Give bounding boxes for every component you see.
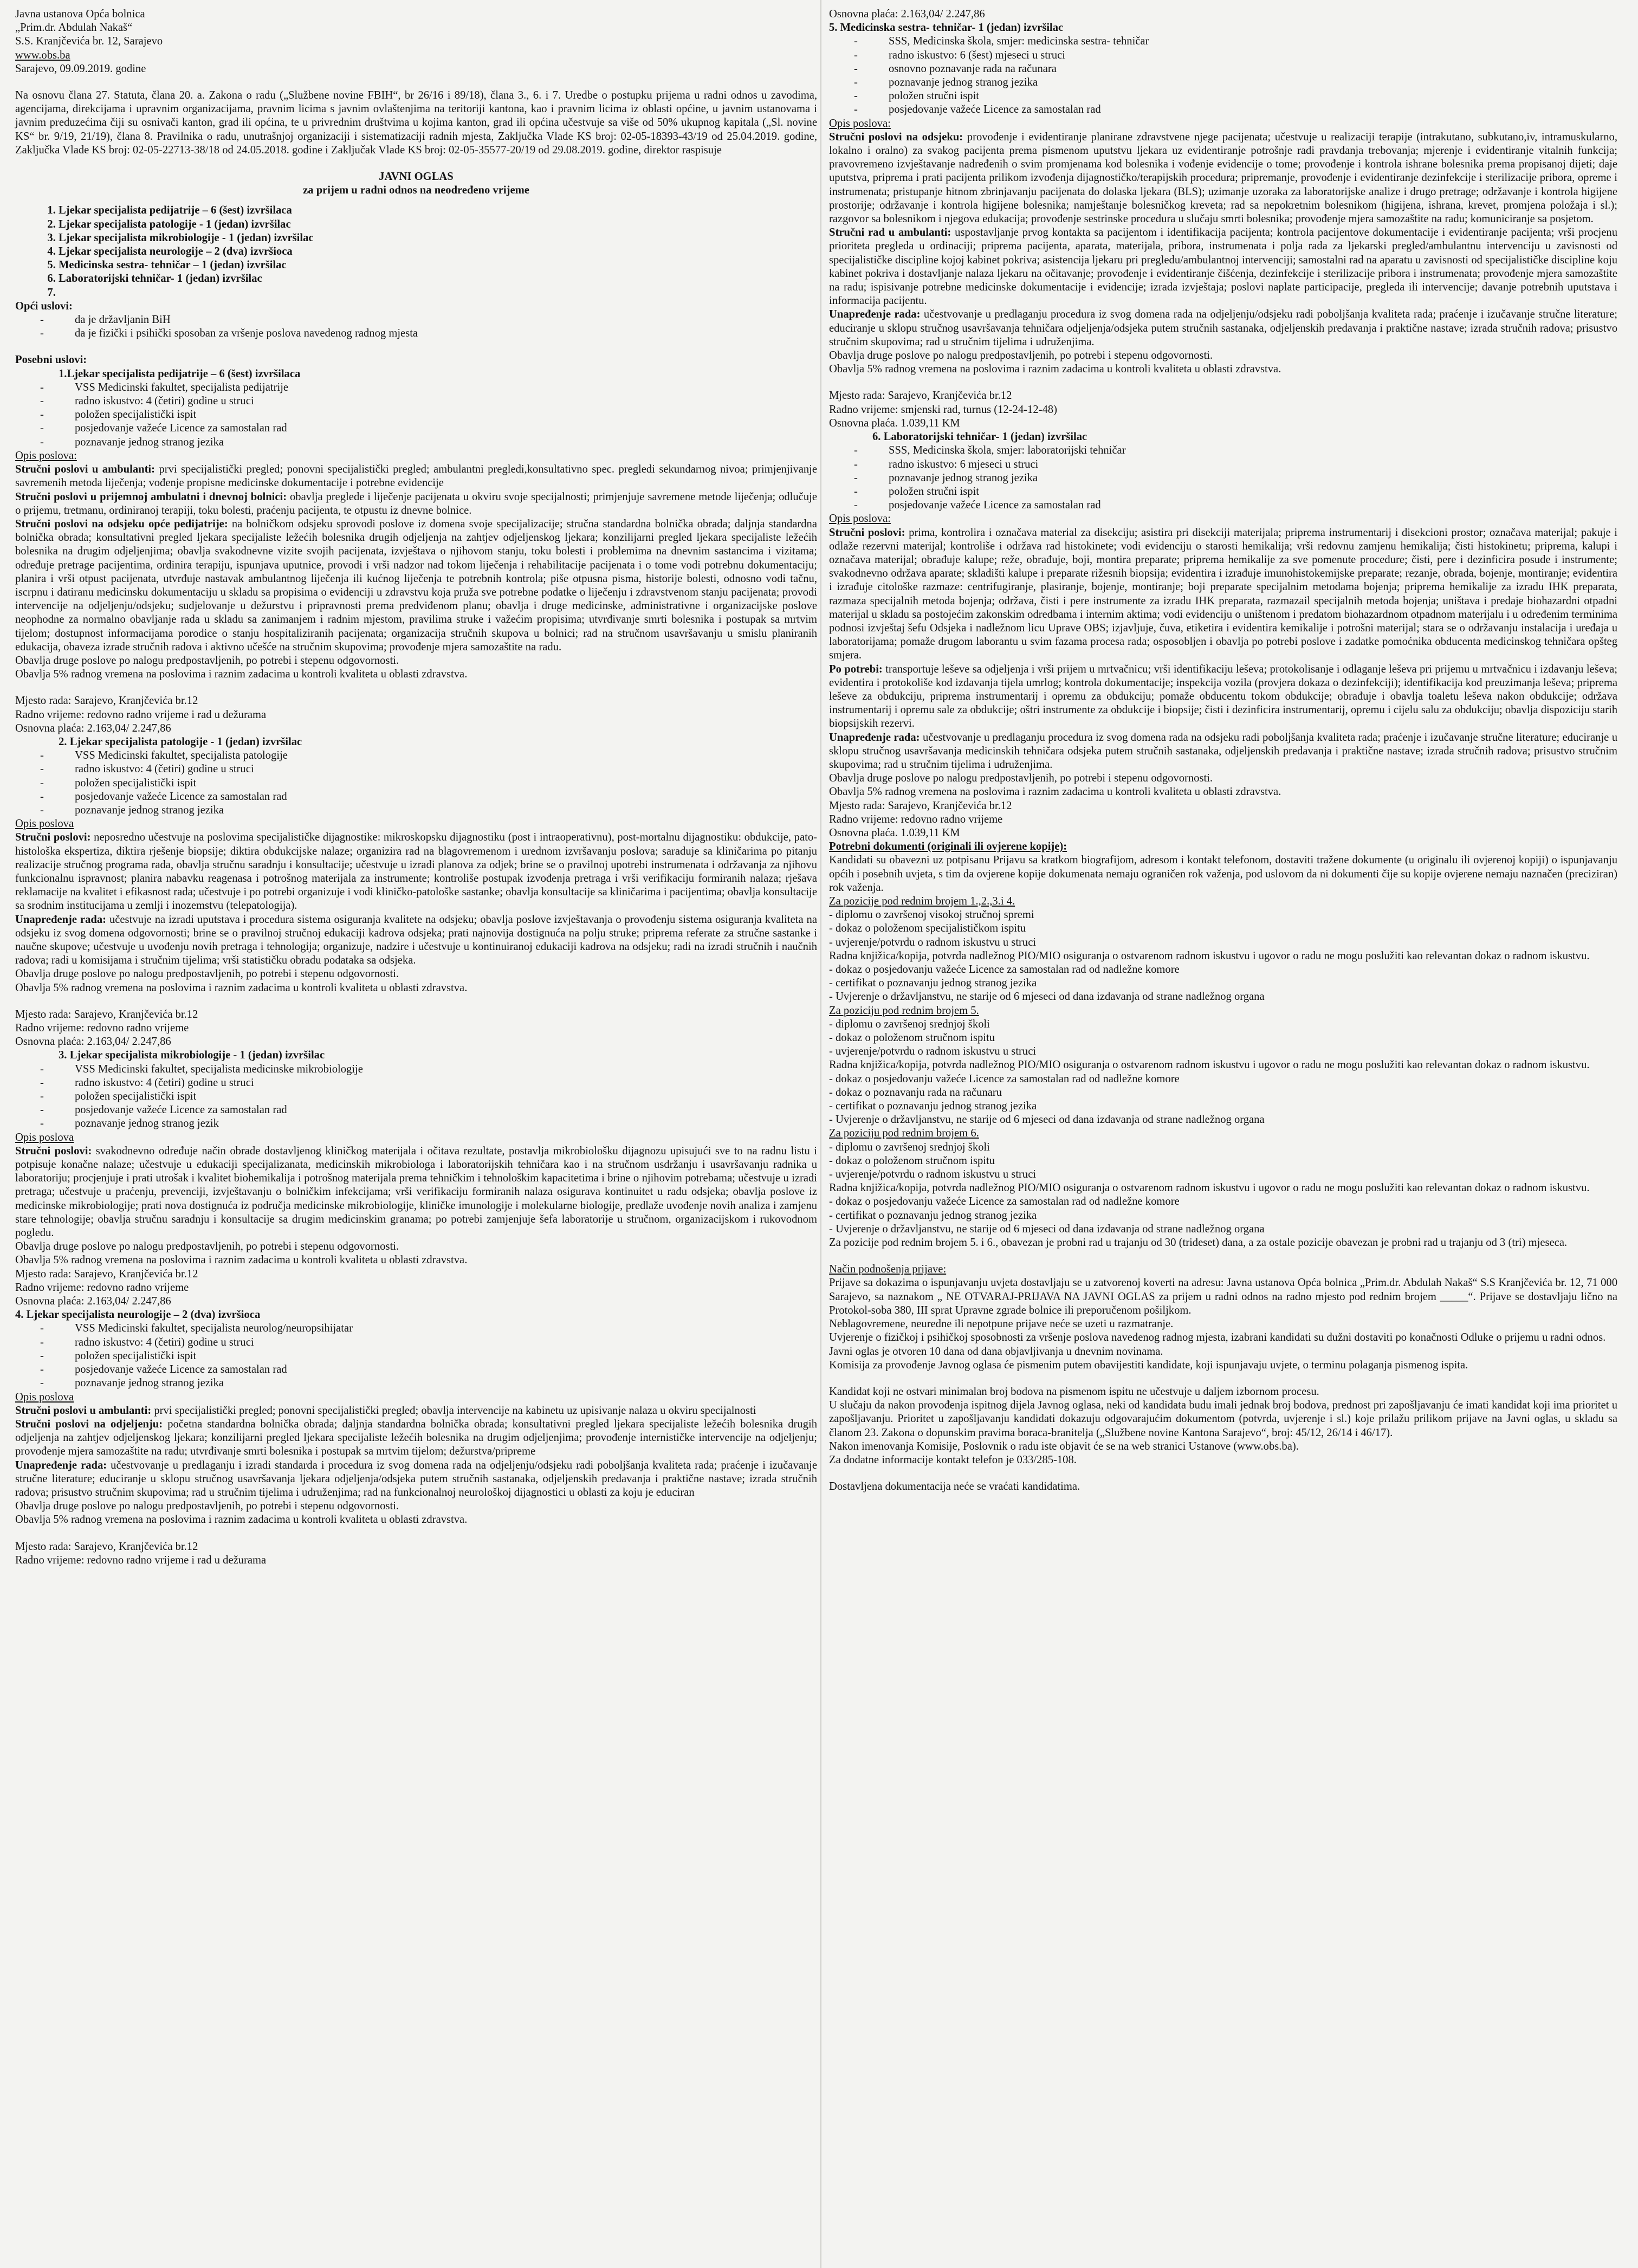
duty-text: učestvuje na izradi uputstava i procedura sistema osiguranja kvalitete na odsjeku; obavlja poslove izvještavanja o provođenju sistema osiguranja kvaliteta na odsjeku iz svog domena odgovornosti; brine se o pravilnoj stručnoj edukaciji kadrova odsjeka; prati najnovija dostignuća na polju struke; priprema referate za stručne sastanke i naučne skupove; učestvuje u uvođenju novih pretraga i tehnologija; organizuje, nadzire i učestvuje u kontinuiranoj edukaciji kadrova na odsjeku; radi na izradi stručnih i naučnih radova; radi u komisijama i stručnim tijelima; vrši statističku obradu podataka sa odsjeka. <box>15 913 817 967</box>
duty-paragraph <box>15 1145 817 1240</box>
duty-paragraph <box>15 1459 817 1500</box>
document-item: - uvjerenje/potvrdu o radnom iskustvu u struci <box>829 936 1037 948</box>
duty-text: uspostavljanje prvog kontakta sa pacijentom i identifikacija pacijenta; kontrola pacijentove dokumentacije i evidentiranje pacijenta; vrši procjenu prioriteta pregleda u ordinaciji; priprema pacijenta, aparata, materijala, pribora, instrumenata i polja rada za ljekarski pregled/ambulantnu intervenciju u zavisnosti od specijalističke discipline kojoj kabinet pokriva; asistencija ljekaru pri pregledu/ambulantnoj intervenciji; samostalni rad na aparatu u zavisnosti od specijalističke discipline koju kabinet pokriva i dostavljanje nalaza ljekaru na očitavanje; provođenje i evidentiranje čišćenja, dezinfekcije i sterilizacije pribora i instrumenata; provođenje mjera samozaštite na radu; ispisivanje potrebne medicinske dokumentacije i evidencije; izrada izvještaja; poslovi naplate participacije, pregleda ili intervencije; davanje potrebnih uputstava i informacija pacijentu. <box>829 227 1617 307</box>
document-item: - dokaz o položenom stručnom ispitu <box>829 1154 995 1167</box>
list-item: - radno iskustvo: 4 (četiri) godine u struci <box>75 763 817 776</box>
duty-text: transportuje leševe sa odjeljenja i vrši prijem u mrtvačnicu; vrši identifikaciju leševa; protokolisanje i odlaganje leševa pri prijemu u mrtvačnicu i izdavanju leševa; evidentira i protokoliše kod izdavanja tijela umrlog; kontrola dokumentacije; inspekcija vozila (provjera dokaza o dezinfekciji); identifikacija kod preuzimanja leševa; priprema leševe za obdukciju, priprema instrumentarij i opremu za obdukciju; pomaže obducentu tokom obdukcije; obrađuje i obavlja toaletu leševa nakon obdukcije; održava instrumentarij i opremu sale za obdukcije; oštri instrumente za obdukcije i biopsije; čisti i dezinficira instrumentarij, opremu i cijelu salu za obdukciju; obavlja dispoziciju starih biopsijskih rezervi. <box>829 663 1618 730</box>
duty-label: Stručni rad u ambulanti: <box>829 227 951 239</box>
job-description-title: Opis poslova: <box>15 449 77 462</box>
quality-control-note: Obavlja 5% radnog vremena na poslovima i raznim zadacima u kontroli kvaliteta u oblasti zdravstva. <box>15 981 468 994</box>
list-item: - VSS Medicinski fakultet, specijalista pedijatrije <box>75 381 817 395</box>
position-heading: 2. Ljekar specijalista patologije - 1 (jedan) izvršilac <box>59 735 302 748</box>
working-hours: Radno vrijeme: smjenski rad, turnus (12-24-12-48) <box>829 403 1057 416</box>
list-item: - poznavanje jednog stranog jezika <box>75 1377 817 1390</box>
conditions-list <box>15 381 817 449</box>
document-note: Radna knjižica/kopija, potvrda nadležnog PIO/MIO osiguranja o ostvarenom radnom iskustvu i ugovor o radu ne mogu poslužiti kao relevantan dokaz o radnom iskustvu. <box>829 949 1590 962</box>
duty-paragraph <box>15 831 817 913</box>
workplace: Mjesto rada: Sarajevo, Kranjčevića br.12 <box>829 799 1012 812</box>
conditions-list <box>829 444 1617 512</box>
list-item: - posjedovanje važeće Licence za samostalan rad <box>889 103 1617 117</box>
document-item: - uvjerenje/potvrdu o radnom iskustvu u struci <box>829 1045 1037 1058</box>
working-hours: Radno vrijeme: redovno radno vrijeme <box>829 813 1003 825</box>
duty-paragraph <box>829 226 1617 308</box>
list-item: - VSS Medicinski fakultet, specijalista medicinske mikrobiologije <box>75 1063 817 1076</box>
list-item: - VSS Medicinski fakultet, specijalista neurolog/neuropsihijatar <box>75 1322 817 1335</box>
list-item: - posjedovanje važeće Licence za samostalan rad <box>75 422 817 435</box>
position-5-section <box>829 21 1617 430</box>
duty-label: Stručni poslovi na odsjeku: <box>829 131 963 143</box>
list-item: - položen specijalistički ispit <box>75 408 817 422</box>
base-salary: Osnovna plaća. 1.039,11 KM <box>829 417 960 429</box>
position-6-section <box>829 430 1617 840</box>
list-item: - položen stručni ispit <box>889 89 1617 103</box>
quality-control-note: Obavlja 5% radnog vremena na poslovima i raznim zadacima u kontroli kvaliteta u oblasti zdravstva. <box>829 363 1281 376</box>
document-date: Sarajevo, 09.09.2019. godine <box>15 62 146 75</box>
document-group-title: Za poziciju pod rednim brojem 5. <box>829 1004 979 1017</box>
list-item: - poznavanje jednog stranog jezika <box>75 436 817 449</box>
website-link[interactable]: www.obs.ba <box>15 49 70 61</box>
list-item: - poznavanje jednog stranog jezik <box>75 1117 817 1130</box>
document-item: - diplomu o završenoj visokoj stručnoj spremi <box>829 909 1034 921</box>
duty-label: Po potrebi: <box>829 663 883 675</box>
document-item: - uvjerenje/potvrdu o radnom iskustvu u struci <box>829 1168 1037 1181</box>
submission-paragraph: Kandidat koji ne ostvari minimalan broj bodova na pismenom ispitu ne učestvuje u daljem izbornom procesu. <box>829 1385 1319 1398</box>
document-item: - diplomu o završenoj srednjoj školi <box>829 1018 990 1030</box>
list-item <box>59 286 817 300</box>
intro-paragraph: Na osnovu člana 27. Statuta, člana 20. a. Zakona o radu („Službene novine FBIH“, br 26/16 i 89/18), člana 3., 6. i 7. Uredbe o postupku prijema u radni odnos u zavodima, agencijama, direkcijama i upravnim organizacijama, pravnim licima s javnim ovlaštenjima na teritoriji kantona, kao i pravnim licima iz oblasti općine, u javnim ustanovama i javnim preduzećima čiji su osnivači kanton, grad ili općina, te u privrednim društvima u kojima kanton, grad ili općina učestvuje sa više od 50% ukupnog kapitala („Sl. novine KS“ br. 9/19, 21/19), člana 8. Pravilnika o radu, unutrašnjoj organizaciji i sistematizaciji radnih mjesta, Zaključka Vlade KS broj: 02-05-18393-43/19 od 25.04.2019. godine, Zaključka Vlade KS broj: 02-05-22713-38/18 od 24.05.2018. godine i Zaključak Vlade KS broj: 02-05-35577-20/19 od 29.08.2019. godine, direktor raspisuje <box>15 89 817 156</box>
position-2-section <box>15 735 817 1049</box>
base-salary: Osnovna plaća. 1.039,11 KM <box>829 826 960 839</box>
job-description-title: Opis poslova: <box>829 117 891 130</box>
position-heading: 1.Ljekar specijalista pedijatrije – 6 (šest) izvršilaca <box>59 367 301 380</box>
document-item: - certifikat o poznavanju jednog stranog jezika <box>829 977 1037 990</box>
probation-note: Za pozicije pod rednim brojem 5. i 6., obavezan je probni rad u trajanju od 30 (trideset) dana, a za ostale pozicije obavezan je probni rad u trajanju od 3 (tri) mjeseca. <box>829 1237 1568 1249</box>
general-conditions-list <box>15 313 817 340</box>
document-item: - dokaz o poznavanju rada na računaru <box>829 1086 1002 1099</box>
other-duties: Obavlja druge poslove po nalogu predpostavljenih, po potrebi i stepenu odgovornosti. <box>15 654 399 667</box>
duty-label: Stručni poslovi: <box>15 1145 92 1157</box>
workplace: Mjesto rada: Sarajevo, Kranjčevića br.12 <box>829 390 1012 402</box>
list-item: 2. Ljekar specijalista patologije - 1 (jedan) izvršilac <box>59 218 817 231</box>
duty-paragraph <box>829 308 1617 349</box>
list-item: - da je državljanin BiH <box>75 313 817 327</box>
base-salary: Osnovna plaća: 2.163,04/ 2.247,86 <box>15 722 171 734</box>
list-item: - osnovno poznavanje rada na računara <box>889 62 1617 76</box>
submission-paragraph: Nakon imenovanja Komisije, Poslovnik o radu iste objavit će se na web stranici Ustanove (www.obs.ba). <box>829 1440 1299 1452</box>
list-item: - SSS, Medicinska škola, smjer: laboratorijski tehničar <box>889 444 1617 457</box>
closing-note: Dostavljena dokumentacija neće se vraćati kandidatima. <box>829 1481 1080 1493</box>
contact-phone: Za dodatne informacije kontakt telefon je 033/285-108. <box>829 1453 1077 1466</box>
conditions-list <box>15 1063 817 1131</box>
conditions-list <box>15 749 817 817</box>
duty-label: Stručni poslovi u ambulanti: <box>15 1404 152 1417</box>
list-item: 5. Medicinska sestra- tehničar – 1 (jedan) izvršilac <box>59 259 817 272</box>
quality-control-note: Obavlja 5% radnog vremena na poslovima i raznim zadacima u kontroli kvaliteta u oblasti zdravstva. <box>15 1514 468 1526</box>
document-item: - Uvjerenje o državljanstvu, ne starije od 6 mjeseci od dana izdavanja od strane nadležnog organa <box>829 1114 1265 1126</box>
submission-paragraph: Prijave sa dokazima o ispunjavanju uvjeta dostavljaju se u zatvorenoj koverti na adresu: Javna ustanova Opća bolnica „Prim.dr. Abdulah Nakaš“ S.S Kranjčevića br. 12, 71 000 Sarajevo, sa naznakom „ NE OTVARAJ-PRIJAVA NA JAVNI OGLAS za prijem u radni odnos na radno mjesto pod rednim brojem _____“. Prijave se dostavljaju lično na Protokol-soba 380, III sprat Upravne zgrade bolnice ili preporučenom pošiljkom. <box>829 1277 1617 1316</box>
submission-section <box>829 1263 1617 1494</box>
list-item: - posjedovanje važeće Licence za samostalan rad <box>75 1363 817 1377</box>
working-hours: Radno vrijeme: redovno radno vrijeme i rad u dežurama <box>15 1554 267 1566</box>
duty-text: svakodnevno određuje način obrade dostavljenog kliničkog materijala i očitava rezultate, postavlja mikrobiološku dijagnozu upisujući sve to na radnu listu i potpisuje konačne nalaze; učestvuje u edukaciji specijalizanata, medicinskih mikrobiologa i laboratorijskih tehničara kao i na stručnom usdržanju i usavršavanju radnika u laboratoriju; procjenjuje i prati utrošak i kvalitet biohemikalija i potrošnog materijala prema tehničkim i tehnološkim kapacitetima i brine o njihovim potrebama; učestvuje u izradi pretraga; učestvuje u praćenju, prevenciji, izvještavanju o bolničkim infekcijama; vrši verifikaciju formiranih nalaza osigurava kontinuitet u radu odsjeka; obavlja poslove iz medicinske mikrobiologije; prati nova dostignuća iz područja medicinske mikrobiologije, kliničke imunologije i molekularne biologije, predlaže uvođenje novih analiza i zamjenu stare tehnologije; obavlja stručnu saradnju i konsultacije sa drugim medicinskim granama; po potrebi zamjenjuje šefa laboratorije u stručnom, organizacijskom i rukovodnom pogledu. <box>15 1145 817 1239</box>
column-divider <box>820 0 821 2268</box>
list-item: - SSS, Medicinska škola, smjer: medicinska sestra- tehničar <box>889 35 1617 48</box>
duty-label: Unapređenje rada: <box>829 731 920 744</box>
duty-paragraph <box>15 518 817 654</box>
duty-text: obavlja preglede i liječenje pacijenata u okviru svoje specijalnosti; primjenjuje savremene metode liječenja; odlučuje o prijemu, tretmanu, ordiniranoj terapiji, toku bolesti, praćenju pacijenta, te otpustu iz dnevne bolnice. <box>15 490 817 516</box>
working-hours: Radno vrijeme: redovno radno vrijeme <box>15 1022 189 1035</box>
duty-text: prima, kontrolira i označava material za disekciju; asistira pri disekciji materijala; priprema instrumentarij i disekcioni prostor; označava materijal; pakuje i odlaže rezervni materijal; kontroliše i održava rad histokinete; vodi evidenciju o starosti hemikalija; vrši redovnu zamjenu hemikalija; čisti histokinetu; priprema, kalupi i označava materijal; obrađuje kalupe; reže, obrađuje, boji, montira preparate; priprema hemikalije za sve pomenute procedure; čisti, pere i dezinficira posude i instrumente; svakodnevno održava aparate; skladišti kalupe i preparate rižesnih biopsija; evidentira i izrađuje imunohistokemijske preparate; rezanje, obrada, bojenje, montiranje; evidentira i izrađuje citološke razmaze: centrifugiranje, plasiranje, bojenje, montiranje; boji preparate specijalnim metodama bojenja; priprema hemikalije za izradu IHK preparata, razmaza specijalnih metoda bojenja; održava, čisti i pere instrumente za izradu IHK preparata, razmazail specijalnih metoda bojenja; uništava i predaje biohazardni otpadni materijal u skladu sa postojećim zakonskim odredbama i internim aktima; vodi evidenciju o uništenom i predatom biohazardnom otpadnom materijalu i u određenim terminima podnosi izvještaj šefu Odsjeka i nadležnom licu Uprave OBS; izjavljuje, čuva, etiketira i evidentira kemikalije i potrošni materijal; stara se o održavanju instalacija i uređaja u laboratorijama; pomaže drugom laborantu u svim fazama procesa rada; osposobljen i obavlja po potrebi poslove i zadatke pomoćnika obducenta medicinskog tehničara opšteg smjera. <box>829 526 1617 662</box>
quality-control-note: Obavlja 5% radnog vremena na poslovima i raznim zadacima u kontroli kvaliteta u oblasti zdravstva. <box>15 668 468 681</box>
list-item: - položen specijalistički ispit <box>75 1090 817 1103</box>
general-conditions-title: Opći uslovi: <box>15 300 73 312</box>
other-duties: Obavlja druge poslove po nalogu predpostavljenih, po potrebi i stepenu odgovornosti. <box>15 1240 399 1253</box>
duty-text: prvi specijalistički pregled; ponovni specijalistički pregled; obavlja intervencije na kabinetu uz upisivanje nalaza u okviru specijalnosti <box>151 1404 756 1417</box>
other-duties: Obavlja druge poslove po nalogu predpostavljenih, po potrebi i stepenu odgovornosti. <box>829 772 1213 785</box>
duty-text: učestvovanje u predlaganju procedura iz svog domena rada na odjeljenju/odsjeku radi poboljšanja kvaliteta rada; praćenje i izučavanje stručne literature; educiranje u sklopu stručnog usavršavanja tehničara odjeljenja/odsjeka putem stručnih sastanaka, odjeljenskih predavanja i praktične nastave; izrada stručnih radova; prisustvo stručnim skupovima; rad u stručnim tijelima i udruženjima. <box>829 308 1617 348</box>
list-item: - radno iskustvo: 6 mjeseci u struci <box>889 458 1617 471</box>
page-title: JAVNI OGLAS <box>379 171 454 183</box>
job-description-title: Opis poslova <box>15 1131 74 1143</box>
duty-text: prvi specijalistički pregled; ponovni specijalistički pregled; ambulantni pregledi,konsultativno spec. pregledi sekundarnog nivoa; primjenjivanje savremenih metoda liječenja; vođenje propisne medicinske dokumentacije i potrebne evidencije <box>15 463 817 489</box>
duty-paragraph <box>829 526 1617 663</box>
position-heading: 5. Medicinska sestra- tehničar- 1 (jedan) izvršilac <box>829 22 1064 34</box>
submission-paragraph: Uvjerenje o fizičkoj i psihičkoj sposobnosti za vršenje poslova navedenog radnog mjesta, izabrani kandidati su dužni dostaviti po konačnosti Odluke o prijemu u radni odnos. <box>829 1332 1606 1344</box>
duty-paragraph <box>15 490 817 518</box>
position-heading: 6. Laboratorijski tehničar- 1 (jedan) izvršilac <box>872 431 1087 443</box>
duty-label: Stručni poslovi na odjeljenju: <box>15 1418 163 1430</box>
document-note: Radna knjižica/kopija, potvrda nadležnog PIO/MIO osiguranja o ostvarenom radnom iskustvu i ugovor o radu ne mogu poslužiti kao relevantan dokaz o radnom iskustvu. <box>829 1059 1590 1071</box>
duty-paragraph <box>829 731 1617 772</box>
list-item: - radno iskustvo: 4 (četiri) godine u struci <box>75 1076 817 1090</box>
list-item: - poznavanje jednog stranog jezika <box>889 471 1617 485</box>
list-item: 3. Ljekar specijalista mikrobiologije - 1 (jedan) izvršilac <box>59 231 817 245</box>
quality-control-note: Obavlja 5% radnog vremena na poslovima i raznim zadacima u kontroli kvaliteta u oblasti zdravstva. <box>829 786 1281 798</box>
institution-line: S.S. Kranjčevića br. 12, Sarajevo <box>15 35 163 48</box>
position-heading: 3. Ljekar specijalista mikrobiologije - 1 (jedan) izvršilac <box>59 1049 325 1062</box>
document-item: - Uvjerenje o državljanstvu, ne starije od 6 mjeseci od dana izdavanja od strane nadležnog organa <box>829 1223 1265 1235</box>
list-item: - posjedovanje važeće Licence za samostalan rad <box>889 499 1617 512</box>
duty-label: Stručni poslovi u ambulanti: <box>15 463 156 476</box>
header-block <box>15 8 817 76</box>
list-item: - poznavanje jednog stranog jezika <box>75 804 817 817</box>
document-group-title: Za poziciju pod rednim brojem 6. <box>829 1127 979 1140</box>
other-duties: Obavlja druge poslove po nalogu predpostavljenih, po potrebi i stepenu odgovornosti. <box>829 350 1213 362</box>
job-description-title: Opis poslova: <box>829 513 891 525</box>
working-hours: Radno vrijeme: redovno radno vrijeme <box>15 1281 189 1294</box>
document-item: - certifikat o poznavanju jednog stranog jezika <box>829 1209 1037 1222</box>
page-subtitle: za prijem u radni odnos na neodređeno vrijeme <box>303 184 529 197</box>
workplace: Mjesto rada: Sarajevo, Kranjčevića br.12 <box>15 1268 198 1280</box>
list-item: - položen specijalistički ispit <box>75 1349 817 1363</box>
workplace: Mjesto rada: Sarajevo, Kranjčevića br.12 <box>15 695 198 707</box>
duty-label: Stručni poslovi na odsjeku opće pedijatrije: <box>15 518 228 530</box>
duty-text: neposredno učestvuje na poslovima specijalističke dijagnostike: mikroskopsku dijagnostiku (post i intraoperativnu), post-mortalnu dijagnostiku: obdukcije, pato-histološka ekspertiza, diktira rješenje biopsije; diktira obdukcijske nalaze; organizira rad na blagovremenom i urednom izvršavanju poslova; saraduje sa kliničarima po pitanju realizacije stručnog programa rada, obavlja stručnu saradnju i konsultacije; učestvuje u izradi planova za odjek; brine se o pravilnoj upotrebi instrumenata i održavanja za njihovu funkcionalnu ispravnost; planira nabavku reagenasa i potrošnog materijala za instrumente; kontroliše postupak izvođenja pretraga i vrši verifikaciju formiranih nalaza; rješava reklamacije na kvalitet i efikasnost rada; učestvuje i po potrebi organizuje i vodi kliničko-patološke sastanke; obavlja konsultacije sa kliničarima i pacijentima; obavlja konsultacije sa srodnim institucijama u zemlji i inozemstvu (telepatologija). <box>15 831 817 912</box>
submission-paragraph: U slučaju da nakon provođenja ispitnog dijela Javnog oglasa, neki od kandidata budu imali jednak broj bodova, prednost pri zapošljavanju će imati kandidat koji ima prioritet u zapošljavanju. Prioritet u zapošljavanju kandidati dokazuju odgovarajućim dokumentom (potvrda, uvjerenje i sl.) koje prilažu prilikom prijave na Javni oglas, u skladu sa članom 23. Zakona o dopunskim pravima boraca-branitelja („Službene novine Kantona Sarajevo“, broj: 45/12, 26/14 i 46/17). <box>829 1399 1617 1439</box>
list-item: - radno iskustvo: 6 (šest) mjeseci u struci <box>889 49 1617 62</box>
document-item: - certifikat o poznavanju jednog stranog jezika <box>829 1100 1037 1113</box>
duty-paragraph <box>15 1404 817 1418</box>
working-hours: Radno vrijeme: redovno radno vrijeme i rad u dežurama <box>15 708 267 721</box>
duty-label: Unapređenje rada: <box>15 1459 107 1471</box>
document-item: - dokaz o posjedovanju važeće Licence za samostalan rad od nadležne komore <box>829 1072 1180 1085</box>
institution-line: Javna ustanova Opća bolnica <box>15 8 145 20</box>
list-item: - radno iskustvo: 4 (četiri) godine u struci <box>75 395 817 408</box>
job-description-title: Opis poslova <box>15 1391 74 1403</box>
list-item: - da je fizički i psihički sposoban za vršenje poslova navedenog radnog mjesta <box>75 327 817 340</box>
list-item: 1. Ljekar specijalista pedijatrije – 6 (šest) izvršilaca <box>59 204 817 217</box>
list-item: - posjedovanje važeće Licence za samostalan rad <box>75 790 817 804</box>
required-documents-section <box>829 840 1617 1250</box>
duty-paragraph <box>829 131 1617 226</box>
document-item: - Uvjerenje o državljanstvu, ne starije od 6 mjeseci od dana izdavanja od strane nadležnog organa <box>829 991 1265 1003</box>
document-item: - diplomu o završenoj srednjoj školi <box>829 1141 990 1153</box>
workplace: Mjesto rada: Sarajevo, Kranjčevića br.12 <box>15 1008 198 1020</box>
duty-label: Stručni poslovi: <box>15 831 91 844</box>
submission-paragraph: Javni oglas je otvoren 10 dana od dana objavljivanja u dnevnim novinama. <box>829 1345 1163 1358</box>
position-4-section <box>15 1308 817 1567</box>
right-column <box>829 8 1617 1494</box>
duty-label: Stručni poslovi: <box>829 526 905 539</box>
document-item: - dokaz o posjedovanju važeće Licence za samostalan rad od nadležne komore <box>829 1196 1180 1208</box>
base-salary: Osnovna plaća: 2.163,04/ 2.247,86 <box>15 1036 171 1048</box>
base-salary: Osnovna plaća: 2.163,04/ 2.247,86 <box>15 1295 171 1308</box>
position-1-section <box>15 367 817 735</box>
position-heading: 4. Ljekar specijalista neurologije – 2 (dva) izvršioca <box>15 1309 261 1321</box>
list-item: - poznavanje jednog stranog jezika <box>889 76 1617 89</box>
special-conditions-title: Posebni uslovi: <box>15 354 87 366</box>
section-title: Način podnošenja prijave: <box>829 1263 947 1276</box>
documents-intro: Kandidati su obavezni uz potpisanu Prijavu sa kratkom biografijom, adresom i kontakt telefonom, dostaviti tražene dokumente (u originalu ili ovjerenoj kopiji) o ispunjavanju općih i posebnih uvjeta, s tim da ovjerene kopije dokumenata nemaju ograničen rok važenja, pod uslovom da ni dokumenti čije su kopije ovjerene nemaju naznačen (preciziran) rok važenja. <box>829 854 1617 894</box>
document-note: Radna knjižica/kopija, potvrda nadležnog PIO/MIO osiguranja o ostvarenom radnom iskustvu i ugovor o radu ne mogu poslužiti kao relevantan dokaz o radnom iskustvu. <box>829 1182 1590 1194</box>
submission-paragraph: Komisija za provođenje Javnog oglasa će pismenim putem obavijestiti kandidate, koji ispunjavaju uvjete, o terminu polaganja pismenog ispita. <box>829 1359 1468 1371</box>
institution-line: „Prim.dr. Abdulah Nakaš“ <box>15 22 133 34</box>
document-group-title: Za pozicije pod rednim brojem 1.,2.,3.i 4. <box>829 895 1015 907</box>
other-duties: Obavlja druge poslove po nalogu predpostavljenih, po potrebi i stepenu odgovornosti. <box>15 1500 399 1513</box>
list-item: - položen specijalistički ispit <box>75 777 817 790</box>
conditions-list <box>15 1322 817 1390</box>
document-item: - dokaz o položenom stručnom ispitu <box>829 1032 995 1044</box>
list-item: - VSS Medicinski fakultet, specijalista patologije <box>75 749 817 763</box>
list-item: - radno iskustvo: 4 (četiri) godine u struci <box>75 1336 817 1349</box>
list-item: - posjedovanje važeće Licence za samostalan rad <box>75 1103 817 1117</box>
submission-paragraph: Neblagovremene, neuredne ili nepotpune prijave neće se uzeti u razmatranje. <box>829 1318 1174 1330</box>
duty-label: Stručni poslovi u prijemnoj ambulatni i dnevnoj bolnici: <box>15 490 287 503</box>
workplace: Mjesto rada: Sarajevo, Kranjčevića br.12 <box>15 1540 198 1553</box>
list-item: 4. Ljekar specijalista neurologije – 2 (dva) izvršioca <box>59 245 817 259</box>
quality-control-note: Obavlja 5% radnog vremena na poslovima i raznim zadacima u kontroli kvaliteta u oblasti zdravstva. <box>15 1254 468 1267</box>
position-3-section <box>15 1049 817 1308</box>
list-item: - položen stručni ispit <box>889 485 1617 499</box>
positions-list <box>15 204 817 299</box>
duty-text: provođenje i evidentiranje planirane zdravstvene njege pacijenata; učestvuje u realizaciji terapije (intrakutano, subkutano,iv, intramuskularno, lokalno i oralno) za svakog pacijenta prema pismenom uputstvu ljekara uz evidentiranje potrošnje radi pravdanja trebovanja; mjerenje i evidentiranje vitalnih funkcija; pravovremeno izvještavanje nadređenih o svim promjenama kod bolesnika i vođenje evidencije o tome; provođenje i kontrola ishrane bolesnika prema propisanoj dijeti; daje uputstva, priprema i prati pacijenta prilikom izvođenja dijagnostičko/terapijskih procedura; pripremanje, provođenje i evidentiranje dezinfekcije i sterilizacije pribora, opreme i instrumenata; pristupanje hitnom zbrinjavanju pacijenata do dolaska ljekara (BLS); uzimanje uzoraka za laboratorijske analize i drugo pretrage; održavanje i kontrola higijene prostorije; održavanje i kontrola higijene bolesnika; namještanje bolesničkog kreveta; rad sa nepokretnim bolesnikom (higijena, ishrana, krevet, promjena položaja i sl.); razgovor sa bolesnikom i njegova edukacija; provođenje sestrinske procedura u slučaju smrti bolesnika; provođenje mjera samozaštite na radu; komuniciranje sa posjetom. <box>829 131 1617 225</box>
duty-label: Unapređenje rada: <box>15 913 107 926</box>
left-column <box>15 8 817 1567</box>
other-duties: Obavlja druge poslove po nalogu predpostavljenih, po potrebi i stepenu odgovornosti. <box>15 968 399 980</box>
duty-paragraph <box>15 913 817 968</box>
conditions-list <box>829 35 1617 117</box>
duty-text: učestvovanje u predlaganju i izradi standarda i procedura iz svog domena rada na odjeljenju/odsjeku radi poboljšanja kvaliteta rada; praćenje i izučavanje stručne literature; educiranje u sklopu stručnog usavršavanja ljekara odjeljenja/odsjeka putem stručnih sastanaka, odjeljenskih predavanja i praktične nastave; izrada stručnih radova; prisustvo stručnim skupovima; rad u stručnim tijelima i udruženjima; rad na funkcionalnoj neurološkoj dijagnostici u oblasti za koju je educiran <box>15 1459 817 1498</box>
section-title: Potrebni dokumenti (originali ili ovjerene kopije): <box>829 841 1067 853</box>
base-salary: Osnovna plaća: 2.163,04/ 2.247,86 <box>829 8 985 20</box>
duty-label: Unapređenje rada: <box>829 308 921 321</box>
duty-paragraph <box>15 1418 817 1459</box>
document-item: - dokaz o posjedovanju važeće Licence za samostalan rad od nadležne komore <box>829 964 1180 976</box>
duty-paragraph <box>829 663 1617 731</box>
duty-text: na bolničkom odsjeku sprovodi poslove iz domena svoje specijalizacije; stručna standardna bolnička obrada; daljnja standardna bolnička obrada; konsultativni pregled ljekara specijaliste ležećih bolesnika drugih odjeljenja na zahtjev odjeljenskog ljekara; konzilijarni pregled ljekara specijaliste ležećih bolesnika na drugim odjeljenjima; obavlja svakodnevne vizite svojih pacijenata, izvještava o njihovom stanju, toku bolesti i problemima na dnevnim sastancima i vizitama; određuje pretrage pacijentima, ordinira terapiju, ispunjava uputnice, provodi i vrši nadzor nad tokom liječenja i rehabilitacije pacijenata i o tome vodi potrebnu dokumentaciju; planira i vrši otpust pacijenata, utvrđuje nastavak ambulantnog liječenja ili kućnog liječenja te potrebnih kontrola; piše otpusna pisma, historije bolesti, odnosno vodi tačnu, iscrpnu i datiranu medicinsku dokumentaciju u skladu sa propisima o evidenciji u zdravstvu koja pruža sve potrebne podatke o liječenju i zdravstvenom stanju pacijenata; provodi intervencije na odjeljenju/odsjeku; sudjelovanje u dežurstvu i pripravnosti prema predviđenom planu; obavlja i druge medicinske, administrativne i organizacijske poslove neophodne za normalno obavljanje rada u skladu sa zanimanjem i radnim mjestom, pravilima struke i važećim propisima; utvrđivanje smrti bolesnika i postupak sa mrtvim tijelom; dostupnost informacijama porodice o stanju hospitaliziranih pacijenata; organizacija stručnih skupova u bolnici; rad na stručnom usavršavanju u smislu planiranih edukacija, obaveza izrade stručnih radova i aktivno učešće na stručnim skupovima; provođenje mjera samozaštite na radu. <box>15 518 817 653</box>
duty-paragraph <box>15 463 817 490</box>
list-item: 6. Laboratorijski tehničar- 1 (jedan) izvršilac <box>59 272 817 286</box>
document-item: - dokaz o položenom specijalističkom ispitu <box>829 922 1026 935</box>
duty-text: početna standardna bolnička obrada; daljnja standardna bolnička obrada; konsultativni pregled ljekara specijaliste ležećih bolesnika drugih odjeljenja na zahtjev odjeljenskog ljekara; konzilijarni pregled ljekara specijaliste ležećih bolesnika na drugim odjeljenjima; provođenje internističke intervencije na odjeljenju; provođenje mjera samozaštite na radu; utvrđivanje smrti bolesnika i postupak sa mrtvim tijelom; dežurstva/pripreme <box>15 1418 817 1458</box>
duty-text: učestvovanje u predlaganju procedura iz svog domena rada na odsjeku radi poboljšanja kvaliteta rada; praćenje i izučavanje stručne literature; educiranje u sklopu stručnog usavršavanja medicinskih tehničara odsjeka putem stručnih sastanaka, odjeljenskih predavanja i praktične nastave; izrada stručnih radova; prisustvo stručnim skupovima; rad u stručnim tijelima i udruženjima. <box>829 731 1617 771</box>
job-description-title: Opis poslova <box>15 818 74 830</box>
